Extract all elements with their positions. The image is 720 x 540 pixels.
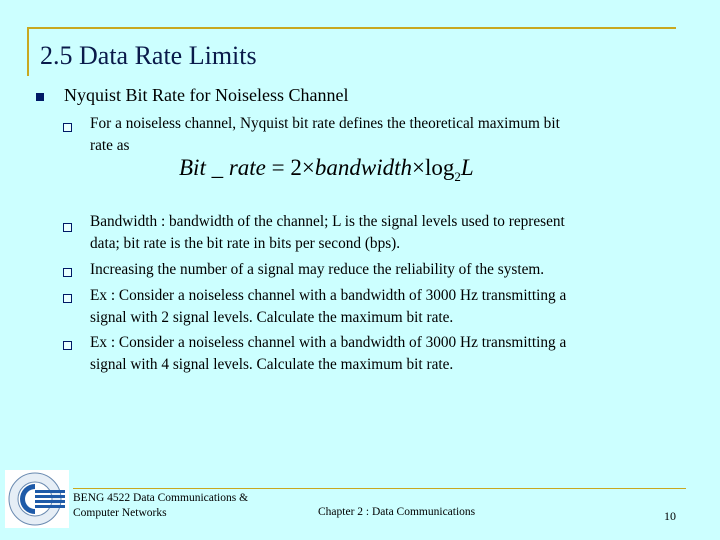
footer-course-line: BENG 4522 Data Communications & [73,492,249,504]
square-bullet-icon [36,93,44,101]
list-item-line: Ex : Consider a noiseless channel with a bandwidth of 3000 Hz transmitting a [90,287,567,304]
university-logo-icon [5,470,69,528]
list-item-line: Bandwidth : bandwidth of the channel; L is the signal levels used to represent [90,213,565,230]
list-item [90,113,665,157]
hollow-square-bullet-icon [63,341,72,350]
hollow-square-bullet-icon [63,223,72,232]
footer-course [73,491,248,521]
slide-title: 2.5 Data Rate Limits [40,41,257,70]
list-item-line: signal with 4 signal levels. Calculate the maximum bit rate. [90,356,454,373]
list-item-line: For a noiseless channel, Nyquist bit rate defines the theoretical maximum bit [90,115,560,132]
footer-divider [73,488,686,489]
list-item-line: signal with 2 signal levels. Calculate the maximum bit rate. [90,309,454,326]
nyquist-formula [179,155,474,185]
formula-bandwidth: bandwidth [314,155,412,180]
footer-chapter: Chapter 2 : Data Communications [318,506,476,518]
list-item-line: Increasing the number of a signal may reduce the reliability of the system. [90,261,545,278]
formula-times: × [411,155,425,180]
formula-coefficient: 2 [290,155,302,180]
page-number: 10 [664,509,676,523]
list-item [90,332,665,376]
list-item-line: data; bit rate is the bit rate in bits per second (bps). [90,235,401,252]
list-item [90,285,665,329]
hollow-square-bullet-icon [63,268,72,277]
list-item-line: Ex : Consider a noiseless channel with a bandwidth of 3000 Hz transmitting a [90,334,567,351]
list-item [90,259,665,281]
formula-log-base: 2 [454,169,461,184]
title-frame-left-line [27,27,29,76]
hollow-square-bullet-icon [63,123,72,132]
footer-course-line: Computer Networks [73,507,167,519]
title-frame-top-line [27,27,676,29]
formula-lhs: Bit _ rate [179,155,266,180]
main-bullet-text: Nyquist Bit Rate for Noiseless Channel [64,85,349,105]
hollow-square-bullet-icon [63,294,72,303]
list-item-line: rate as [90,137,130,154]
formula-arg: L [460,155,474,180]
formula-equals: = [271,155,285,180]
formula-log: log [424,155,455,180]
formula-times: × [301,155,315,180]
list-item [90,211,665,255]
